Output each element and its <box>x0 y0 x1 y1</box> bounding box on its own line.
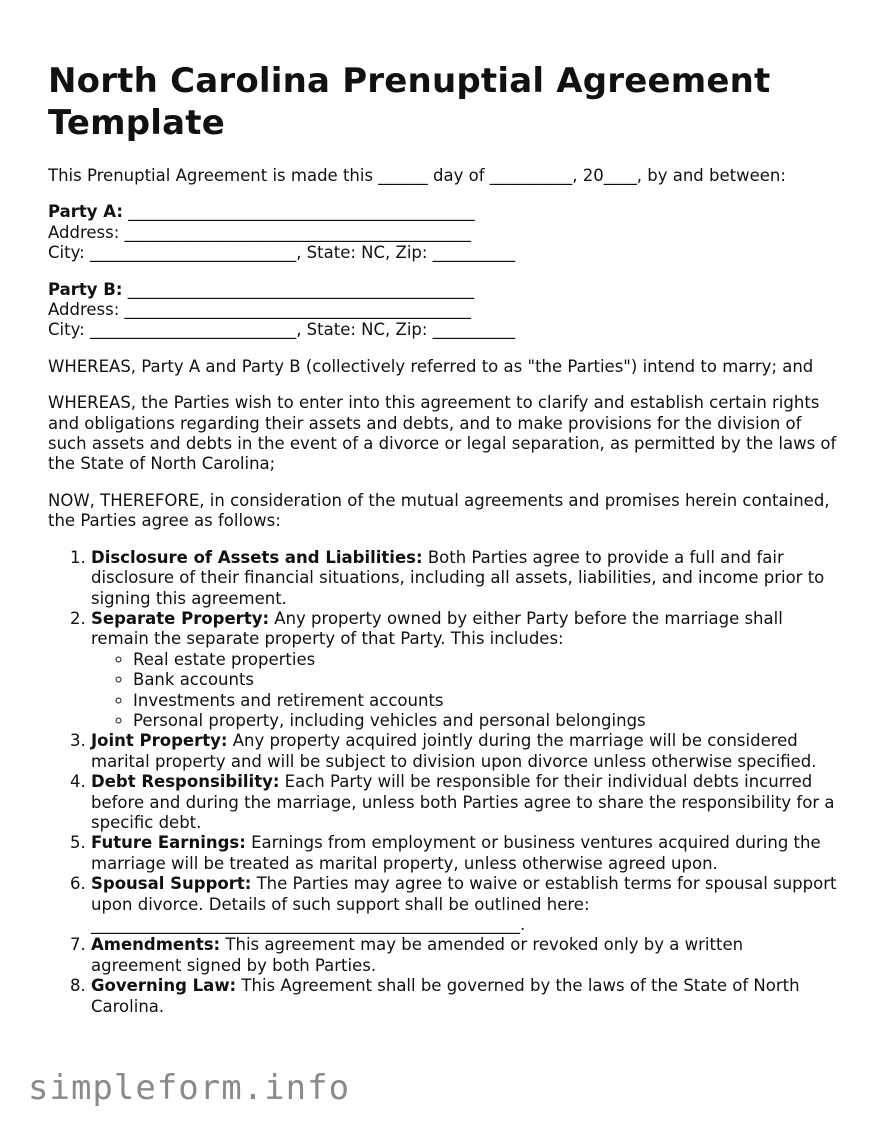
clause-heading: Debt Responsibility: <box>91 772 280 792</box>
party-a-label: Party A: <box>48 202 123 222</box>
clause-item <box>91 772 838 833</box>
clause-text: Both Parties agree to provide a full and fair disclosure of their financial situations, including all assets, liabilities, and income prior to signing this agreement. <box>91 547 825 608</box>
list-item: ◦ Bank accounts <box>133 670 838 690</box>
clause-item <box>91 833 838 874</box>
clause-text: This Agreement shall be governed by the laws of the State of North Carolina. <box>91 976 800 1016</box>
clause-item <box>91 976 838 1017</box>
clause-heading: Amendments: <box>91 935 221 955</box>
party-a-address-line: Address: __________________________________________ <box>48 222 472 242</box>
party-b-city-line: City: _________________________, State: NC, Zip: __________ <box>48 320 516 340</box>
party-a-block <box>48 202 838 263</box>
clause-text: Any property owned by either Party before the marriage shall remain the separate property of that Party. This includes: <box>91 608 783 649</box>
party-a-city-line: City: _________________________, State: NC, Zip: __________ <box>48 243 516 263</box>
whereas-paragraph-2: WHEREAS, the Parties wish to enter into this agreement to clarify and establish certain rights and obligations regarding their assets and debts, and to make provisions for the division of such assets and debts in the event of a divorce or legal separation, as permitted by the laws of the State of North Carolina; <box>48 393 837 474</box>
clause-text: Earnings from employment or business ventures acquired during the marriage will be treated as marital property, unless otherwise agreed upon. <box>91 833 821 873</box>
clauses-list <box>48 548 838 1017</box>
list-item: ◦ Real estate properties <box>133 650 838 670</box>
clause-text: The Parties may agree to waive or establish terms for spousal support upon divorce. Details of such support shall be outlined here: <box>91 874 837 914</box>
separate-property-list <box>91 650 838 732</box>
intro-paragraph: This Prenuptial Agreement is made this ______ day of __________, 20____, by and between: <box>48 166 786 185</box>
spousal-support-blank: ____________________________________________________. <box>91 915 526 934</box>
party-b-label: Party B: <box>48 279 123 299</box>
list-item: ◦ Personal property, including vehicles and personal belongings <box>133 711 838 731</box>
party-b-address-line: Address: __________________________________________ <box>48 300 472 320</box>
party-a-name-blank: __________________________________________ <box>122 202 475 222</box>
clause-heading: Separate Property: <box>91 608 270 628</box>
whereas-paragraph-1: WHEREAS, Party A and Party B (collectively referred to as "the Parties") intend to marry; and <box>48 356 814 376</box>
clause-text: Each Party will be responsible for their individual debts incurred before and during the marriage, unless both Parties agree to share the responsibility for a specific debt. <box>91 772 835 832</box>
clause-heading: Joint Property: <box>91 731 228 751</box>
clause-item <box>91 609 838 731</box>
clause-heading: Future Earnings: <box>91 833 246 853</box>
clause-item <box>91 874 838 935</box>
list-item: ◦ Investments and retirement accounts <box>133 691 838 711</box>
party-b-name-line <box>48 280 838 300</box>
clause-item <box>91 548 838 609</box>
document-page <box>48 60 838 1017</box>
now-therefore-paragraph: NOW, THEREFORE, in consideration of the mutual agreements and promises herein contained, the Parties agree as follows: <box>48 490 830 531</box>
clause-heading: Disclosure of Assets and Liabilities: <box>91 547 423 567</box>
clause-heading: Spousal Support: <box>91 874 252 894</box>
clause-text: Any property acquired jointly during the marriage will be considered marital property and will be subject to division upon divorce unless otherwise specified. <box>91 731 817 771</box>
clause-heading: Governing Law: <box>91 976 237 996</box>
party-a-name-line <box>48 202 838 222</box>
party-b-name-blank: __________________________________________ <box>122 279 475 299</box>
party-b-block <box>48 280 838 341</box>
watermark: simpleform.info <box>28 1068 351 1108</box>
clause-item <box>91 731 838 772</box>
clause-item <box>91 935 838 976</box>
clause-text: This agreement may be amended or revoked only by a written agreement signed by both Parties. <box>91 935 744 975</box>
document-title: North Carolina Prenuptial Agreement Template <box>48 61 771 143</box>
